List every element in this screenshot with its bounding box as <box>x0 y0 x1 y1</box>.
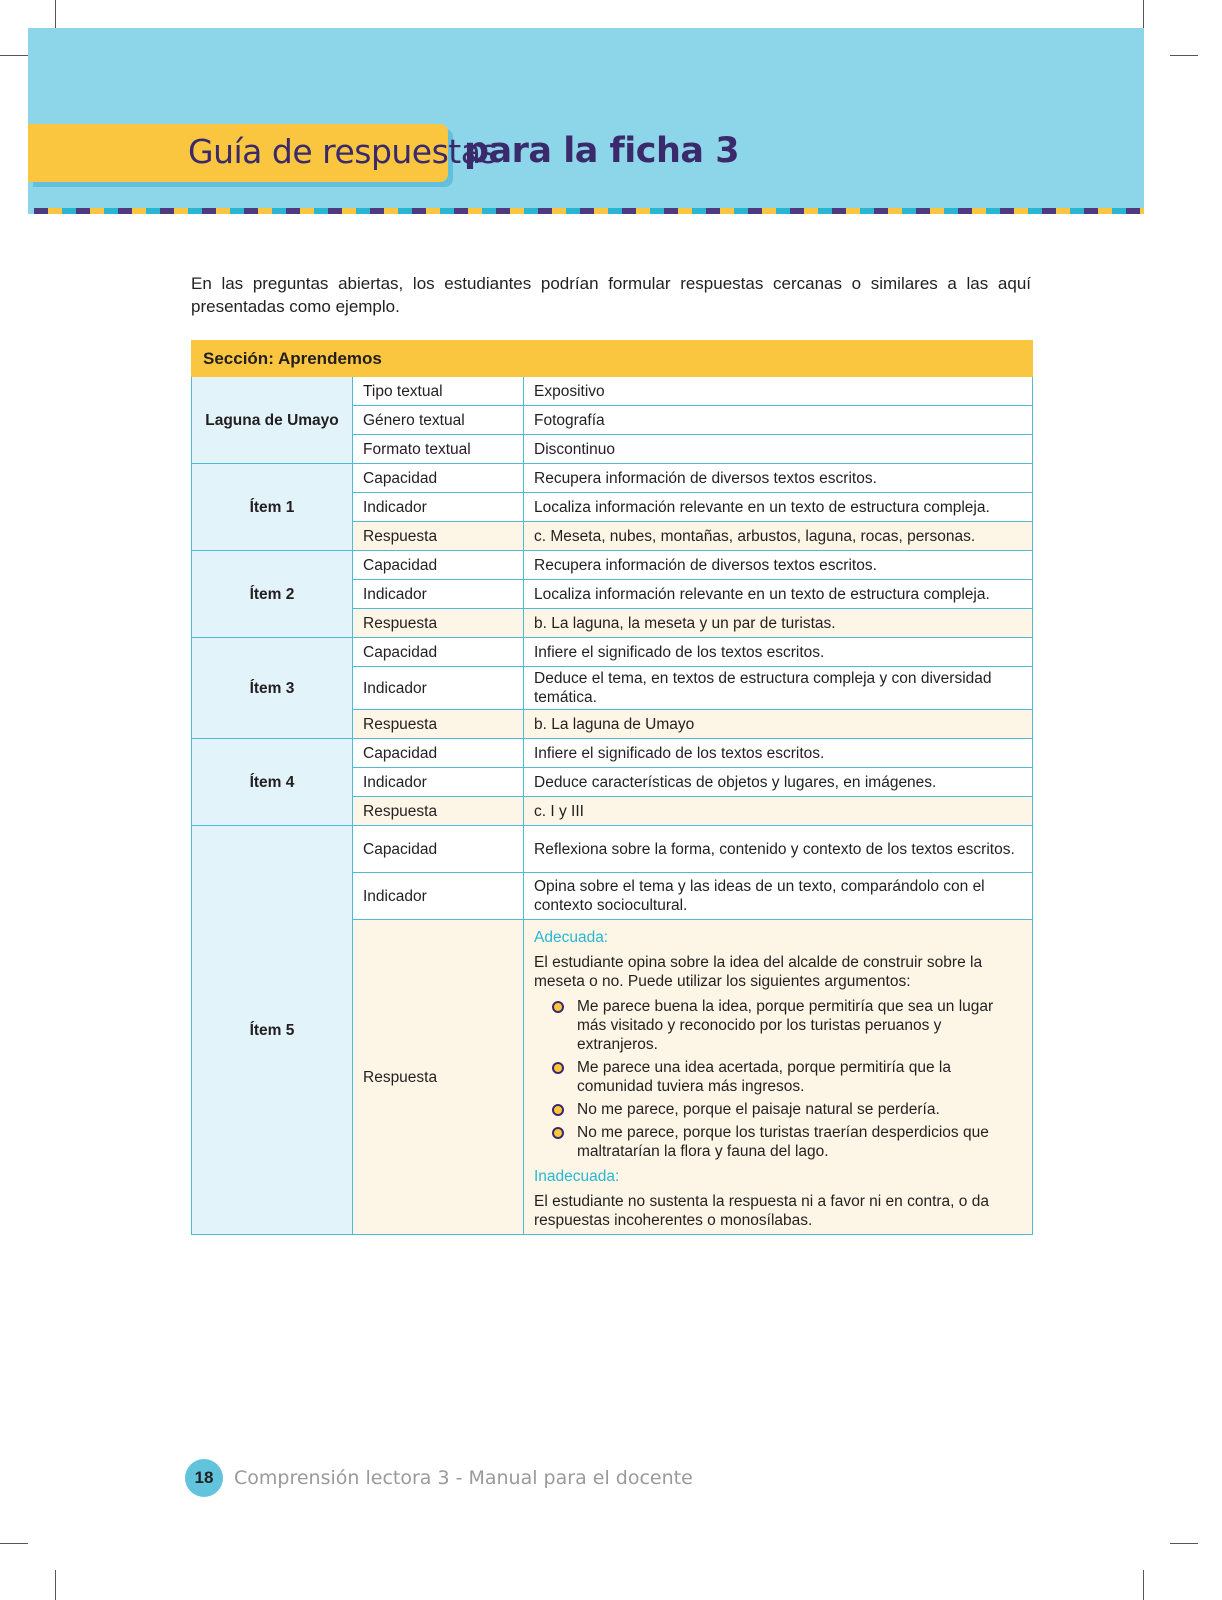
row-value: Localiza información relevante en un texto de estructura compleja. <box>524 580 1033 609</box>
row-label: Capacidad <box>353 551 524 580</box>
response-detail <box>524 920 1033 1235</box>
row-value: Expositivo <box>524 377 1033 406</box>
row-label: Indicador <box>353 580 524 609</box>
list-item-text: No me parece, porque el paisaje natural se perdería. <box>577 1101 940 1118</box>
adecuada-text: El estudiante opina sobre la idea del alcalde de construir sobre la meseta o no. Puede utilizar los siguientes argumentos: <box>534 954 983 990</box>
group-label: Ítem 4 <box>192 739 353 826</box>
row-label: Indicador <box>353 493 524 522</box>
row-value: b. La laguna de Umayo <box>524 710 1033 739</box>
row-label: Indicador <box>353 873 524 920</box>
row-label: Indicador <box>353 768 524 797</box>
row-label: Respuesta <box>353 797 524 826</box>
row-label: Respuesta <box>353 609 524 638</box>
crop-mark <box>1170 55 1198 56</box>
inadecuada-title: Inadecuada: <box>534 1168 620 1185</box>
list-item <box>552 1100 1022 1119</box>
row-value: Localiza información relevante en un texto de estructura compleja. <box>524 493 1033 522</box>
crop-mark <box>55 1570 56 1600</box>
row-label: Capacidad <box>353 826 524 873</box>
row-value: Infiere el significado de los textos escritos. <box>524 739 1033 768</box>
group-label: Ítem 1 <box>192 464 353 551</box>
list-item-text: Me parece buena la idea, porque permitiría que sea un lugar más visitado y reconocido por los turistas peruanos y extranjeros. <box>577 998 994 1053</box>
group-label: Ítem 5 <box>192 826 353 1235</box>
bullet-icon <box>552 1127 564 1139</box>
list-item-text: No me parece, porque los turistas traerían desperdicios que maltratarían la flora y fauna del lago. <box>577 1124 989 1160</box>
row-value: Infiere el significado de los textos escritos. <box>524 638 1033 667</box>
list-item <box>552 1058 1022 1096</box>
header-banner <box>28 28 1144 214</box>
answers-table <box>191 340 1033 1235</box>
page-title-left: Guía de respuestas <box>188 132 498 171</box>
list-item <box>552 1123 1022 1161</box>
page-title-right: para la ficha 3 <box>464 131 740 171</box>
row-value: Deduce características de objetos y lugares, en imágenes. <box>524 768 1033 797</box>
row-value: Discontinuo <box>524 435 1033 464</box>
inadecuada-text: El estudiante no sustenta la respuesta ni a favor ni en contra, o da respuestas incoherentes o monosílabas. <box>534 1193 989 1229</box>
row-label: Tipo textual <box>353 377 524 406</box>
row-label: Capacidad <box>353 739 524 768</box>
row-value: Deduce el tema, en textos de estructura compleja y con diversidad temática. <box>524 667 1033 710</box>
list-item <box>552 997 1022 1054</box>
row-label: Formato textual <box>353 435 524 464</box>
argument-list <box>534 997 1022 1161</box>
row-label: Respuesta <box>353 522 524 551</box>
crop-mark <box>0 1543 28 1544</box>
row-value: c. I y III <box>524 797 1033 826</box>
group-label: Ítem 2 <box>192 551 353 638</box>
row-label: Género textual <box>353 406 524 435</box>
decorative-stripe <box>34 208 1144 214</box>
group-label: Ítem 3 <box>192 638 353 739</box>
row-label: Capacidad <box>353 638 524 667</box>
crop-mark <box>1143 1570 1144 1600</box>
row-value: b. La laguna, la meseta y un par de turistas. <box>524 609 1033 638</box>
row-value: Fotografía <box>524 406 1033 435</box>
intro-paragraph: En las preguntas abiertas, los estudiantes podrían formular respuestas cercanas o similares a las aquí presentadas como ejemplo. <box>191 274 1031 316</box>
row-label: Capacidad <box>353 464 524 493</box>
row-value: c. Meseta, nubes, montañas, arbustos, laguna, rocas, personas. <box>524 522 1033 551</box>
bullet-icon <box>552 1001 564 1013</box>
crop-mark <box>1143 0 1144 28</box>
row-label: Indicador <box>353 667 524 710</box>
bullet-icon <box>552 1104 564 1116</box>
row-value: Reflexiona sobre la forma, contenido y contexto de los textos escritos. <box>524 826 1033 873</box>
list-item-text: Me parece una idea acertada, porque permitiría que la comunidad tuviera más ingresos. <box>577 1059 951 1095</box>
crop-mark <box>55 0 56 28</box>
crop-mark <box>0 55 28 56</box>
crop-mark <box>1170 1543 1198 1544</box>
row-label: Respuesta <box>353 920 524 1235</box>
footer-text: Comprensión lectora 3 - Manual para el docente <box>234 1467 693 1489</box>
page-number: 18 <box>185 1459 223 1497</box>
group-label: Laguna de Umayo <box>192 377 353 464</box>
section-title: Sección: Aprendemos <box>192 341 1033 377</box>
row-value: Recupera información de diversos textos escritos. <box>524 551 1033 580</box>
row-value: Recupera información de diversos textos escritos. <box>524 464 1033 493</box>
row-value: Opina sobre el tema y las ideas de un texto, comparándolo con el contexto sociocultural. <box>524 873 1033 920</box>
bullet-icon <box>552 1062 564 1074</box>
row-label: Respuesta <box>353 710 524 739</box>
adecuada-title: Adecuada: <box>534 929 609 946</box>
